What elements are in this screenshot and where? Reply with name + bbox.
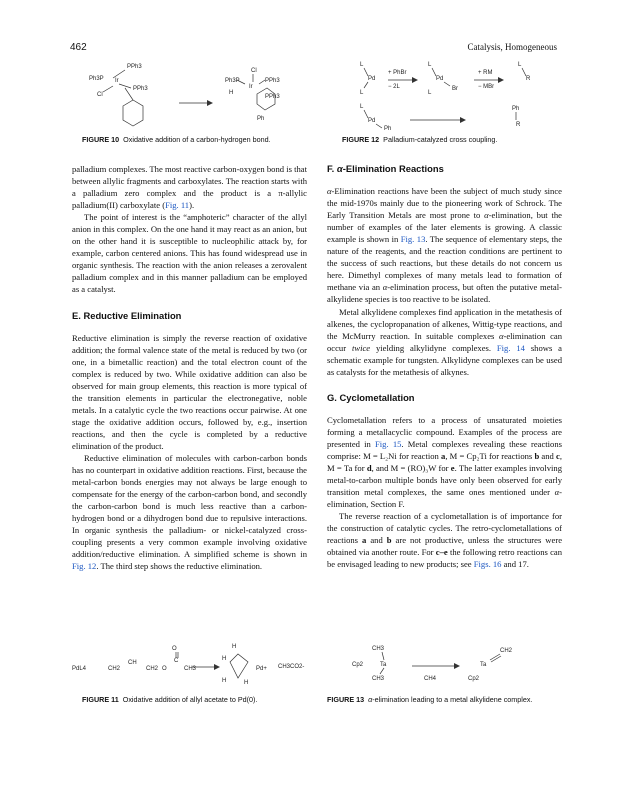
fig12-label: Ph bbox=[512, 106, 520, 112]
paragraph bbox=[72, 452, 307, 572]
reaction-label: b bbox=[534, 450, 540, 461]
text-run: and bbox=[539, 450, 557, 461]
reaction-label: a bbox=[362, 535, 367, 546]
fig10-label: Ph3P bbox=[225, 78, 240, 84]
fig12-label: + RM bbox=[478, 70, 493, 76]
fig10-label: PPh3 bbox=[133, 86, 148, 92]
fig11-label: Pd+ bbox=[256, 666, 267, 672]
figure-11-drawing bbox=[72, 640, 317, 690]
fig12-label: L bbox=[360, 90, 364, 96]
fig10-label: PPh3 bbox=[127, 64, 142, 70]
text-run: -elimination can occur bbox=[327, 330, 563, 353]
emphasis: twice bbox=[351, 342, 371, 353]
paragraph bbox=[327, 414, 562, 510]
fig12-label: + PhBr bbox=[388, 70, 407, 76]
fig11-label: CH2 bbox=[108, 666, 121, 672]
figure-link[interactable]: Fig. 13 bbox=[400, 234, 426, 245]
left-column bbox=[72, 163, 307, 573]
fig10-label: H bbox=[229, 90, 234, 96]
fig11-label: CH bbox=[128, 660, 137, 666]
alpha-symbol: α bbox=[484, 210, 489, 221]
text-run: yielding alkylidyne complexes. bbox=[370, 342, 497, 353]
figure-12-drawing bbox=[340, 58, 560, 133]
text-run: -Elimination Reactions bbox=[342, 163, 444, 174]
fig11-label: H bbox=[222, 678, 227, 684]
text-run: -Elimination reactions have been the subject of much study since the mid-1970s mainly due to the pioneering work of Schrock. The Early Transition Metals are most prone to bbox=[327, 186, 562, 221]
fig12-label: R bbox=[516, 122, 521, 128]
text-run: and bbox=[366, 535, 387, 546]
fig11-label: H bbox=[244, 680, 249, 686]
fig11-label: PdL4 bbox=[72, 666, 87, 672]
fig11-label: C bbox=[174, 658, 179, 664]
fig13-label: Ta bbox=[480, 662, 487, 668]
fig13-label: CH3 bbox=[372, 646, 385, 652]
fig12-label: R bbox=[526, 76, 531, 82]
section-heading-f bbox=[327, 163, 562, 175]
figure-11-label: FIGURE 11 bbox=[82, 695, 119, 704]
fig10-label: PPh3 bbox=[265, 78, 280, 84]
fig12-label: L bbox=[360, 62, 364, 68]
text-run: The reverse reaction of a cyclometallation is of importance for the construction of catalytic cycles. The retro-cyclometallations of reactions bbox=[327, 511, 562, 546]
fig12-label: − 2L bbox=[388, 84, 400, 90]
paragraph: The point of interest is the “amphoteric” character of the allyl anion in this complex. On the one hand it may react as an anion, but on the other hand it is susceptible to nucleophilic attack by, for example, carbon centered anions. This has found widespread use in organic synthesis. The reaction with the anion releases a zerovalent palladium complex and in this manner palladium can be employed as a catalyst. bbox=[72, 212, 307, 295]
text-run: palladium complexes. The most reactive carbon-oxygen bond is that between allylic fragments and carboxylates. The reaction starts with a palladium zero complex and the product is a π-allylic palladium(II) carboxylate ( bbox=[72, 164, 307, 211]
fig11-label: O bbox=[172, 646, 177, 652]
fig13-label: Cp2 bbox=[468, 676, 480, 682]
fig11-label: CH3 bbox=[184, 666, 197, 672]
fig10-label: Cl bbox=[97, 92, 103, 98]
text-run: the following retro reactions can be envisaged leading to new products; see bbox=[327, 547, 562, 570]
reaction-label: d bbox=[366, 463, 372, 474]
fig13-label: Cp2 bbox=[352, 662, 364, 668]
fig10-label: PPh3 bbox=[265, 94, 280, 100]
reaction-label: b bbox=[386, 535, 392, 546]
figure-link[interactable]: Figs. 16 bbox=[473, 559, 502, 570]
fig11-label: H bbox=[232, 644, 237, 650]
paragraph: Reductive elimination is simply the reverse reaction of oxidative addition; the formal valence state of the metal is reduced by two (or one, in a bimetallic reaction) and the total electron count of the complex is reduced by two. While oxidative addition can also be observed for main group elements, this reaction is more typical of the transition elements in particular the electronegative, noble metals. In a catalytic cycle the two reactions occur pairwise. At one stage the oxidative addition occurs, followed by, e.g., insertion reactions, and then the cycle is completed by a reductive elimination of the product. bbox=[72, 332, 307, 451]
fig12-label: Br bbox=[452, 86, 458, 92]
text-run: , M = Ta for bbox=[327, 450, 562, 474]
text-run: . The latter examples involving metal-to-carbon multiple bonds have only been observed for early transition metal complexes, the same ones mentioned under bbox=[327, 463, 562, 498]
text-run: . The third step shows the reductive elimination. bbox=[96, 561, 263, 572]
fig10-label: Ph3P bbox=[89, 76, 104, 82]
figure-13-caption-text: -elimination leading to a metal alkylidene complex. bbox=[372, 695, 533, 704]
section-heading-g: G. Cyclometallation bbox=[327, 391, 415, 403]
fig10-label: Ir bbox=[115, 78, 119, 84]
figure-link[interactable]: Fig. 14 bbox=[496, 342, 525, 353]
alpha-symbol: α bbox=[336, 163, 343, 174]
alpha-symbol: α bbox=[327, 186, 332, 197]
figure-10-drawing bbox=[85, 58, 320, 128]
text-run: ). bbox=[189, 200, 195, 211]
page-number: 462 bbox=[70, 42, 87, 53]
text-run: shows a schematic example for tungsten. Alkylidyne complexes can be used as catalysts for the metathesis of alkynes. bbox=[327, 342, 562, 377]
running-title: Catalysis, Homogeneous bbox=[467, 42, 557, 52]
fig12-label: L bbox=[428, 90, 432, 96]
reaction-label: c–e bbox=[435, 547, 448, 558]
fig11-label: H bbox=[222, 656, 227, 662]
fig12-label: − MBr bbox=[478, 84, 495, 90]
fig11-label: CH3CO2- bbox=[278, 664, 305, 670]
fig12-label: Pd bbox=[368, 76, 376, 82]
figure-10-label: FIGURE 10 bbox=[82, 135, 120, 144]
paragraph bbox=[327, 306, 562, 378]
figure-12-caption-text: Palladium-catalyzed cross coupling. bbox=[383, 135, 498, 144]
figure-link[interactable]: Fig. 12 bbox=[72, 561, 97, 572]
reaction-label: e bbox=[450, 463, 455, 474]
fig12-label: Pd bbox=[436, 76, 444, 82]
fig10-label: Ph bbox=[257, 116, 265, 122]
figure-13-caption bbox=[327, 695, 532, 704]
alpha-symbol: α bbox=[498, 330, 504, 341]
right-column bbox=[327, 163, 562, 570]
section-heading-e: E. Reductive Elimination bbox=[72, 309, 182, 321]
figure-11-caption-text: Oxidative addition of allyl acetate to Pd(0). bbox=[122, 695, 258, 704]
fig11-label: O bbox=[162, 666, 167, 672]
fig13-label: Ta bbox=[380, 662, 387, 668]
figure-11-caption bbox=[82, 695, 257, 704]
text-run: -elimination process, but often the putative metal-alkylidene species is too reactive to be isolated. bbox=[327, 282, 562, 305]
fig10-label: Cl bbox=[251, 68, 257, 74]
reaction-label: a bbox=[441, 450, 446, 461]
figure-10-caption bbox=[82, 135, 271, 144]
paragraph bbox=[72, 163, 307, 211]
alpha-symbol: α bbox=[554, 487, 560, 498]
text-run: Cyclometallation refers to a process of unsaturated moieties forming a metallacyclic compound. Examples of the process are presented in bbox=[327, 414, 562, 449]
text-run: . Metal complexes revealing these reactions comprise: M = L₂Ni for reaction bbox=[327, 438, 562, 461]
alpha-symbol: α bbox=[382, 282, 388, 293]
fig12-label: L bbox=[428, 62, 432, 68]
paragraph bbox=[327, 185, 562, 305]
figure-13-label: FIGURE 13 bbox=[327, 695, 365, 704]
fig13-label: CH2 bbox=[500, 648, 513, 654]
fig12-label: L bbox=[518, 62, 522, 68]
figure-13-drawing bbox=[350, 640, 550, 690]
text-run: are not productive, unless the structures were obtained via another route. For bbox=[327, 535, 563, 558]
figure-12-caption bbox=[342, 135, 497, 144]
reaction-label: c bbox=[556, 450, 560, 461]
fig13-label: CH4 bbox=[424, 676, 437, 682]
paragraph bbox=[327, 510, 562, 570]
text-run: , and M = (RO)₃W for bbox=[371, 463, 451, 474]
figure-10-caption-text: Oxidative addition of a carbon-hydrogen bond. bbox=[123, 135, 271, 144]
text-run: , M = Cp₂Ti for reactions bbox=[445, 450, 535, 461]
fig10-label: Ir bbox=[249, 84, 253, 90]
fig12-label: Ph bbox=[384, 126, 392, 132]
fig12-label: Pd bbox=[368, 118, 376, 124]
figure-link[interactable]: Fig. 11 bbox=[165, 200, 190, 211]
text-run: and 17. bbox=[501, 559, 529, 570]
text-run: -elimination, Section F. bbox=[327, 487, 562, 510]
fig12-label: L bbox=[360, 104, 364, 110]
text-run: -elimination, but the number of examples of the later elements is growing. A classic example is shown in bbox=[327, 210, 562, 245]
alpha-symbol: α bbox=[368, 695, 373, 704]
fig13-label: CH3 bbox=[372, 676, 385, 682]
text-run: . The sequence of elementary steps, the nature of the reagents, and the reaction conditions are pertinent to the success of such reactions, but these details do not concern us here. Dimethyl complexes of many metals lead to formation of methane via an bbox=[327, 234, 563, 293]
figure-12-label: FIGURE 12 bbox=[342, 135, 380, 144]
text-run: Reductive elimination of molecules with carbon-carbon bonds has no counterpart in oxidative addition reactions. First, because the metal-carbon bonds energies may not always be large enough to compensate for the energy of the carbon-carbon bond, and secondly the carbon-carbon bond is much less reactive than a carbon-hydrogen bond or a dihydrogen bond due to repulsive interactions. In organic synthesis the palladium- or nickel-catalyzed cross-coupling presents a very common example involving oxidative addition/reductive elimination. A simplified scheme is shown in bbox=[72, 453, 307, 560]
text-run: F. bbox=[327, 163, 337, 174]
figure-link[interactable]: Fig. 15 bbox=[375, 438, 402, 449]
fig11-label: CH2 bbox=[146, 666, 159, 672]
text-run: Metal alkylidene complexes find application in the metathesis of alkenes, the cyclopropanation of alkenes, Wittig-type reactions, and the McMurry reaction. In suitable complexes bbox=[327, 306, 562, 341]
